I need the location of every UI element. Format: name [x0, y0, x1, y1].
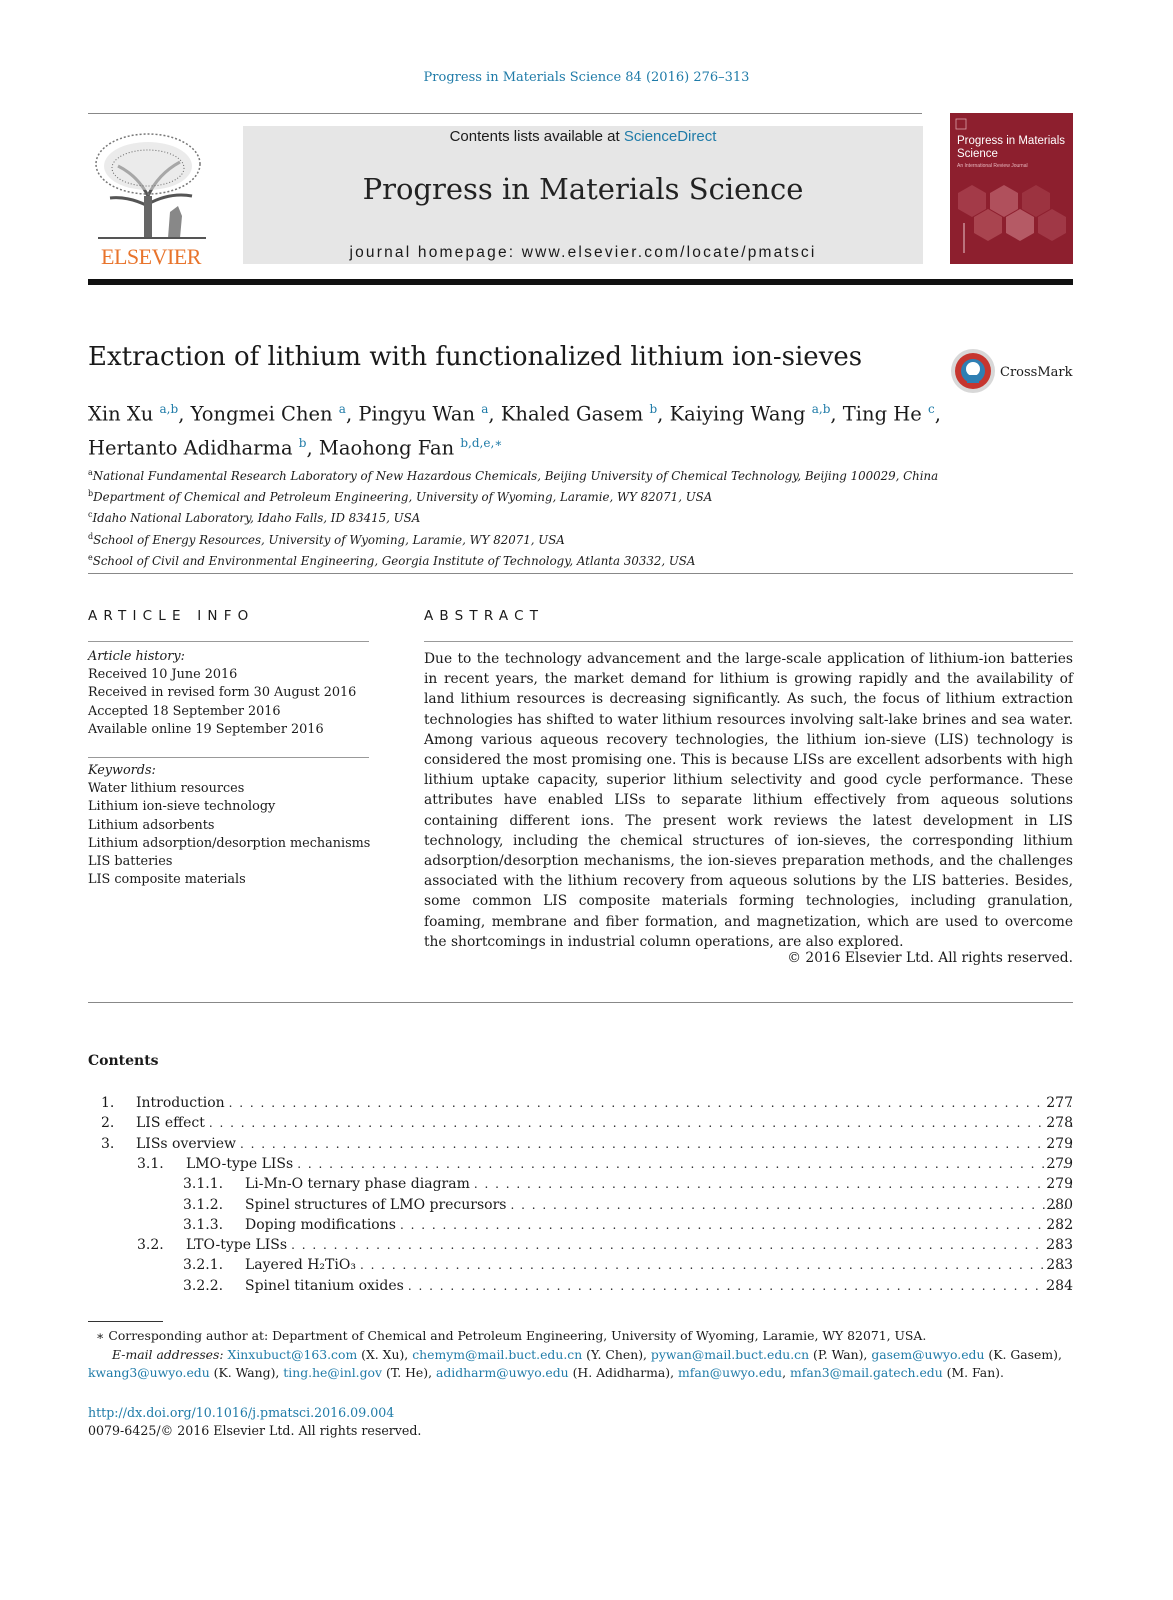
section-rule: [88, 573, 1073, 574]
svg-text:ELSEVIER: ELSEVIER: [101, 244, 201, 266]
toc-page-number: 278: [1046, 1115, 1073, 1132]
email-owner: (X. Xu),: [357, 1346, 413, 1362]
history-item: Available online 19 September 2016: [88, 721, 324, 737]
elsevier-logo: [88, 126, 214, 266]
footnote-rule: [88, 1321, 163, 1322]
toc-number: 3.2.: [137, 1237, 164, 1254]
affiliation-key: b: [88, 489, 94, 499]
history-label: Article history:: [88, 649, 185, 664]
history-item: Received in revised form 30 August 2016: [88, 685, 357, 701]
toc-number: 3.1.3.: [183, 1216, 224, 1233]
email-owner: ,: [782, 1365, 790, 1380]
toc-entry[interactable]: [137, 1154, 1073, 1174]
author-affiliation-marker[interactable]: a: [481, 402, 489, 416]
corresponding-author-note: ∗ Corresponding author at: Department of Chemical and Petroleum Engineering, University of Wyoming, Laramie, WY 82071, USA.: [96, 1328, 927, 1343]
author-affiliation-marker[interactable]: b: [298, 435, 307, 450]
author-name: Kaiying Wang: [669, 402, 812, 426]
toc-title[interactable]: LIS effect: [136, 1115, 205, 1132]
author-name: Yongmei Chen: [190, 402, 339, 426]
toc-number: 3.2.1.: [183, 1257, 224, 1274]
cover-title: Progress in Materials Science: [957, 135, 1066, 160]
contents-rule: [88, 1002, 1073, 1003]
toc-number: 3.1.1.: [183, 1176, 224, 1193]
toc-entry[interactable]: [183, 1195, 1073, 1215]
toc-title[interactable]: Layered H₂TiO₃: [245, 1257, 356, 1274]
toc-page-number: 282: [1046, 1216, 1073, 1233]
toc-page-number: 284: [1046, 1277, 1073, 1294]
abstract-copyright: © 2016 Elsevier Ltd. All rights reserved.: [787, 950, 1073, 966]
email-owner: (T. He),: [382, 1365, 436, 1380]
keyword: LIS composite materials: [88, 872, 246, 888]
toc-page-number: 280: [1046, 1196, 1073, 1213]
toc-leader-dots: [360, 1255, 1073, 1275]
article-title: Extraction of lithium with functionalized lithium ion-sieves: [88, 342, 863, 372]
email-owner: (H. Adidharma),: [568, 1365, 678, 1380]
journal-citation[interactable]: Progress in Materials Science 84 (2016) 276–313: [423, 70, 750, 85]
journal-cover: [950, 113, 1073, 264]
affiliation-key: a: [88, 468, 93, 477]
keyword: Lithium ion-sieve technology: [88, 799, 276, 815]
author-affiliation-marker[interactable]: a,b: [811, 402, 831, 416]
author-list: Xin Xu $^{a,b}$, Yongmei Chen $^a$, Pingyu Wan $^a$, Khaled Gasem $^b$, Kaiying Wang $^{a,b}$, Ting He $^c$, Hertanto Adidharma $^b$, Maohong Fan $^{b,d,e,∗}$: [88, 402, 941, 459]
email-link[interactable]: gasem@uwyo.edu: [871, 1346, 985, 1362]
keywords-label: Keywords:: [88, 763, 156, 778]
doi-block: [88, 1404, 421, 1440]
author-name: Xin Xu: [88, 402, 160, 426]
toc-number: 3.: [101, 1135, 115, 1152]
toc-title[interactable]: Spinel structures of LMO precursors: [245, 1196, 507, 1213]
history-item: Accepted 18 September 2016: [88, 703, 281, 719]
affiliation-text: School of Civil and Environmental Engineering, Georgia Institute of Technology, Atlanta 30332, USA: [92, 553, 696, 568]
email-addresses: [88, 1346, 1073, 1383]
toc-leader-dots: [408, 1276, 1073, 1296]
keywords: [88, 762, 370, 889]
affiliation-text: National Fundamental Research Laboratory of New Hazardous Chemicals, Beijing University of Chemical Technology, Beijing 100029, China: [92, 468, 939, 483]
toc-title[interactable]: Li-Mn-O ternary phase diagram: [245, 1176, 470, 1193]
toc-page-number: 279: [1046, 1155, 1073, 1172]
affiliation: [88, 485, 1073, 506]
crossmark-label[interactable]: CrossMark: [1000, 365, 1073, 380]
toc-entry[interactable]: [101, 1134, 1073, 1154]
crossmark-icon[interactable]: [950, 348, 996, 394]
toc-number: 2.: [101, 1115, 115, 1132]
author-affiliation-marker[interactable]: a: [338, 402, 346, 416]
toc-leader-dots: [229, 1093, 1073, 1113]
email-link[interactable]: chemym@mail.buct.edu.cn: [412, 1346, 583, 1362]
toc-entry[interactable]: [183, 1215, 1073, 1235]
affiliation: [88, 528, 1073, 549]
toc-leader-dots: [297, 1154, 1073, 1174]
toc-entry[interactable]: [101, 1093, 1073, 1113]
abstract-heading: ABSTRACT: [424, 608, 545, 624]
toc-page-number: 283: [1046, 1237, 1073, 1254]
toc-title[interactable]: LTO-type LISs: [186, 1237, 288, 1254]
author-affiliation-marker[interactable]: c: [928, 402, 935, 416]
history-item: Received 10 June 2016: [88, 667, 238, 683]
toc-number: 3.2.2.: [183, 1277, 224, 1294]
toc-title[interactable]: Introduction: [136, 1095, 225, 1111]
header-rule: [88, 113, 922, 114]
article-info-rule: [88, 641, 369, 642]
email-link[interactable]: mfan@uwyo.edu: [678, 1365, 783, 1380]
affiliation-text: School of Energy Resources, University of Wyoming, Laramie, WY 82071, USA: [93, 532, 565, 547]
email-link[interactable]: adidharm@uwyo.edu: [435, 1365, 569, 1380]
keyword: Water lithium resources: [88, 781, 245, 797]
toc-leader-dots: [291, 1235, 1073, 1255]
toc-leader-dots: [474, 1174, 1073, 1194]
toc-number: 1.: [101, 1095, 115, 1111]
toc-title[interactable]: Doping modifications: [245, 1216, 396, 1233]
email-link[interactable]: mfan3@mail.gatech.edu: [790, 1365, 943, 1380]
email-owner: (P. Wan),: [809, 1346, 872, 1362]
email-link[interactable]: kwang3@uwyo.edu: [88, 1365, 210, 1380]
email-link[interactable]: Xinxubuct@163.com: [227, 1346, 358, 1362]
email-label: E-mail addresses:: [112, 1346, 228, 1362]
author-name: Pingyu Wan: [358, 402, 482, 426]
journal-homepage[interactable]: journal homepage: www.elsevier.com/locate/pmatsci: [349, 244, 817, 261]
keyword: LIS batteries: [88, 854, 173, 870]
contents-heading: Contents: [88, 1053, 159, 1069]
toc-number: 3.1.2.: [183, 1196, 224, 1213]
affiliation-key: c: [88, 510, 93, 520]
toc-leader-dots: [510, 1195, 1073, 1215]
toc-page-number: 277: [1046, 1095, 1073, 1111]
toc-title[interactable]: LISs overview: [136, 1135, 237, 1152]
affiliations: [88, 464, 1073, 570]
affiliation: [88, 464, 1073, 485]
author-name: Ting He: [842, 402, 929, 426]
toc-leader-dots: [209, 1113, 1073, 1133]
email-owner: (M. Fan).: [942, 1365, 1004, 1380]
toc-leader-dots: [400, 1215, 1073, 1235]
affiliation-text: Department of Chemical and Petroleum Engineering, University of Wyoming, Laramie, WY 82071, USA: [93, 490, 713, 505]
email-owner: (K. Wang),: [209, 1365, 284, 1380]
author-affiliation-marker[interactable]: b,d,e,∗: [460, 435, 503, 450]
toc-page-number: 279: [1046, 1176, 1073, 1193]
toc-entry[interactable]: [183, 1174, 1073, 1194]
journal-title: Progress in Materials Science: [362, 172, 804, 206]
journal-banner: [243, 126, 923, 264]
toc-entry[interactable]: [183, 1255, 1073, 1275]
footnotes: [88, 1327, 1073, 1383]
article-history: [88, 648, 356, 739]
email-owner: (Y. Chen),: [582, 1346, 651, 1362]
toc-entry[interactable]: [137, 1235, 1073, 1255]
issn-copyright: 0079-6425/© 2016 Elsevier Ltd. All rights reserved.: [88, 1423, 422, 1438]
author-affiliation-marker[interactable]: a,b: [159, 402, 179, 416]
author-name: Hertanto Adidharma: [88, 436, 299, 459]
abstract-text: Due to the technology advancement and the large-scale application of lithium-ion batteries in recent years, the market demand for lithium is growing rapidly and the availability of land lithium resources is decreasing significantly. As such, the focus of lithium extraction technologies has shifted to water lithium resources involving salt-lake brines and sea water. Among various aqueous recovery technologies, the lithium ion-sieve (LIS) technology is considered the most promising one. This is because LISs are excellent adsorbents with high lithium uptake capacity, superior lithium selectivity and good cycle performance. These attributes have enabled LISs to separate lithium effectively from aqueous solutions containing different ions. The present work reviews the latest development in LIS technology, including the chemical structures of ion-sieves, the corresponding lithium adsorption/desorption mechanisms, the ion-sieves preparation methods, and the challenges associated with the lithium recovery from aqueous solutions by the LIS batteries. Besides, some common LIS composite materials forming technologies, including granulation, foaming, membrane and fiber formation, and magnetization, which are used to overcome the shortcomings in industrial column operations, are also explored.: [424, 651, 1073, 950]
toc-title[interactable]: Spinel titanium oxides: [245, 1277, 404, 1294]
cover-subtitle: An International Review Journal: [957, 163, 1028, 169]
email-link[interactable]: pywan@mail.buct.edu.cn: [650, 1346, 810, 1362]
author-name: Maohong Fan: [318, 436, 461, 459]
toc-page-number: 279: [1046, 1135, 1073, 1152]
affiliation: [88, 506, 1073, 527]
toc-number: 3.1.: [137, 1155, 164, 1172]
article-info-heading: ARTICLE INFO: [88, 608, 255, 624]
author-affiliation-marker[interactable]: b: [649, 402, 658, 416]
toc-leader-dots: [240, 1134, 1073, 1154]
author-name: Khaled Gasem: [500, 402, 650, 426]
keyword: Lithium adsorbents: [88, 817, 215, 833]
doi-link[interactable]: http://dx.doi.org/10.1016/j.pmatsci.2016.09.004: [88, 1405, 395, 1420]
contents-availability: Contents lists available at ScienceDirect: [449, 128, 717, 145]
email-link[interactable]: ting.he@inl.gov: [283, 1365, 383, 1380]
sciencedirect-link[interactable]: ScienceDirect: [623, 128, 717, 145]
abstract-rule: [424, 641, 1073, 642]
toc-entry[interactable]: [101, 1113, 1073, 1133]
affiliation-text: Idaho National Laboratory, Idaho Falls, ID 83415, USA: [92, 511, 421, 526]
toc-entry[interactable]: [183, 1276, 1073, 1296]
toc-title[interactable]: LMO-type LISs: [186, 1155, 294, 1172]
affiliation-key: d: [88, 531, 94, 541]
toc-page-number: 283: [1046, 1257, 1073, 1274]
email-owner: (K. Gasem),: [984, 1346, 1062, 1362]
affiliation-key: e: [88, 552, 93, 562]
affiliation: [88, 549, 1073, 570]
keyword: Lithium adsorption/desorption mechanisms: [88, 835, 371, 851]
header-thick-rule: [88, 279, 1073, 285]
keywords-rule: [88, 757, 369, 758]
